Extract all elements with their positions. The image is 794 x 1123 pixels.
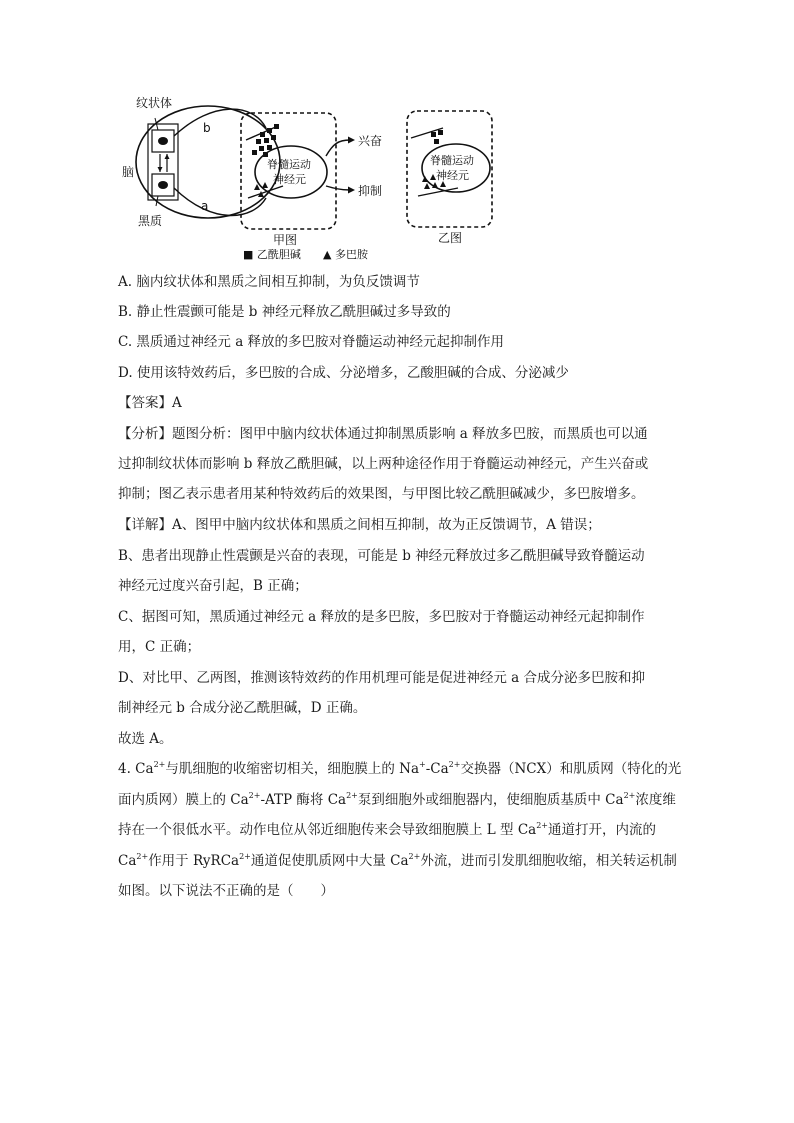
answer: 【答案】A [118,395,182,411]
question4-line-2: 面内质网）膜上的 $Ca^{2+}$-ATP 酶将 $Ca^{2+}$泵到细胞外或细胞器内，使细胞质基质中 $Ca^{2+}$浓度维 [118,791,676,808]
label-motor-neuron-yi-2: 神经元 [436,169,469,182]
label-substantia-nigra: 黑质 [138,214,163,228]
label-excite: 兴奋 [358,134,383,148]
label-inhibit: 抑制 [358,184,383,198]
analysis-line-2: 过抑制纹状体而影响 b 释放乙酰胆碱，以上两种途径作用于脊髓运动神经元，产生兴奋或 [118,456,649,472]
detail-line-3: 神经元过度兴奋引起，B 正确； [118,578,308,594]
label-brain: 脑 [122,165,135,179]
detail-line-7: 制神经元 b 合成分泌乙酰胆碱，D 正确。 [118,700,367,716]
motor-neuron-yi [422,144,490,192]
detail-conclusion: 故选 A。 [118,731,173,747]
question4-line-4: $Ca^{2+}$作用于 RyRCa$^{2+}$通道促使肌质网中大量 $Ca^{2+}$外流，进而引发肌细胞收缩，相关转运机制 [118,852,677,869]
option-b: B. 静止性震颤可能是 b 神经元释放乙酰胆碱过多导致的 [118,304,451,320]
neuron-a-path [174,188,266,216]
analysis-line-1: 【分析】题图分析：图甲中脑内纹状体通过抑制黑质影响 a 释放多巴胺，而黑质也可以通 [118,426,648,442]
question4-line-3: 持在一个很低水平。动作电位从邻近细胞传来会导致细胞膜上 L 型 $Ca^{2+}$通道打开，内流的 [118,821,657,838]
question4-line-5: 如图。以下说法不正确的是（ ） [118,883,334,899]
detail-line-5: 用，C 正确； [118,639,201,655]
label-figure-jia: 甲图 [273,233,298,247]
neuron-diagram-svg [118,88,508,263]
label-motor-neuron-yi-1: 脊髓运动 [430,154,474,167]
label-neuron-b: b [203,121,211,135]
question4-line-1: 4. $Ca^{2+}$与肌细胞的收缩密切相关，细胞膜上的 $Na^+-Ca^{2+}$交换器（NCX）和肌质网（特化的光 [118,760,682,777]
label-figure-yi: 乙图 [438,231,463,245]
analysis-line-3: 抑制；图乙表示患者用某种特效药后的效果图，与甲图比较乙酰胆碱减少，多巴胺增多。 [118,486,645,502]
detail-line-6: D、对比甲、乙两图，推测该特效药的作用机理可能是促进神经元 a 合成分泌多巴胺和抑 [118,670,645,686]
detail-line-2: B、患者出现静止性震颤是兴奋的表现，可能是 b 神经元释放过多乙酰胆碱导致脊髓运动 [118,548,645,564]
label-motor-neuron-jia-1: 脊髓运动 [267,158,311,171]
label-motor-neuron-jia-2: 神经元 [273,173,306,186]
neuron-diagram [118,88,508,263]
option-a: A. 脑内纹状体和黑质之间相互抑制，为负反馈调节 [118,274,420,290]
label-neuron-a: a [201,199,209,213]
detail-line-4: C、据图可知，黑质通过神经元 a 释放的是多巴胺，多巴胺对于脊髓运动神经元起抑制作 [118,609,645,625]
legend-ach: ■ 乙酰胆碱 [243,248,301,261]
option-c: C. 黑质通过神经元 a 释放的多巴胺对脊髓运动神经元起抑制作用 [118,334,505,350]
option-d: D. 使用该特效药后，多巴胺的合成、分泌增多，乙酸胆碱的合成、分泌减少 [118,365,569,381]
legend-da: ▲ 多巴胺 [323,248,368,261]
label-striatum: 纹状体 [136,96,173,110]
ach-squares-yi [431,130,443,144]
detail-line-1: 【详解】A、图甲中脑内纹状体和黑质之间相互抑制，故为正反馈调节，A 错误； [118,517,601,533]
